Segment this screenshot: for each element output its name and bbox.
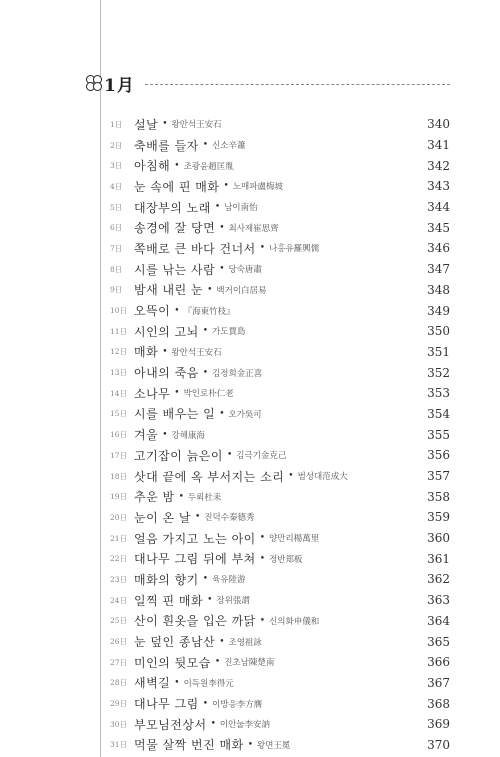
bullet-icon: • [202,326,209,337]
entry-page-number: 350 [427,324,450,339]
entry-page-number: 341 [427,138,450,153]
entry-page-number: 348 [427,282,450,297]
entry-day: 15日 [110,409,128,419]
toc-entry [100,259,450,280]
entry-author: 범성대范成大 [297,472,348,483]
entry-title: 시를 낚는 사람 [134,262,216,277]
entry-author: 조광윤趙匡胤 [183,161,234,172]
entry-title: 축배를 들자 [134,138,199,153]
entry-title: 오뜩이 [134,304,171,319]
entry-title: 대나무 그림 뒤에 부쳐 [134,552,256,567]
table-of-contents [100,114,450,755]
entry-title: 아침해 [134,159,171,174]
entry-author: 양만리楊萬里 [269,534,320,545]
entry-day: 17日 [110,450,128,460]
entry-title: 송경에 잘 당면 [134,221,216,236]
entry-title: 고기잡이 늙은이 [134,448,223,463]
entry-day: 19日 [110,492,128,502]
entry-author: 신의화申儀和 [269,616,320,627]
entry-author: 최사제崔思齊 [228,223,279,234]
entry-day: 22日 [110,554,128,564]
entry-day: 12日 [110,347,128,357]
entry-title: 매화의 향기 [134,572,199,587]
bullet-icon: • [178,491,184,502]
entry-title: 일찍 핀 매화 [134,593,204,608]
entry-day: 26日 [110,637,128,647]
entry-title: 눈이 온 날 [134,510,191,525]
entry-title: 시인의 고뇌 [134,324,199,339]
entry-page-number: 340 [427,117,450,132]
entry-page-number: 366 [427,655,450,670]
entry-title: 대나무 그림 [134,697,199,712]
entry-author: 『海東竹枝』 [183,306,235,317]
bullet-icon: • [219,408,225,419]
toc-entry [100,735,450,756]
toc-entry [100,238,450,259]
entry-day: 1日 [110,119,123,129]
entry-page-number: 352 [427,365,450,380]
entry-author: 남이南怡 [224,203,258,214]
entry-day: 21日 [110,533,128,543]
entry-day: 20日 [110,512,128,522]
entry-title: 새벽길 [134,676,171,691]
bullet-icon: • [195,512,201,523]
bullet-icon: • [259,533,266,544]
entry-author: 강해康海 [171,430,205,441]
entry-day: 28日 [110,678,128,688]
entry-title: 겨울 [134,428,159,443]
toc-entry [100,280,450,301]
entry-author: 진초남陳楚南 [224,658,275,669]
entry-title: 부모님전상서 [134,717,207,732]
entry-title: 아내의 죽음 [134,366,199,381]
entry-page-number: 360 [427,531,450,546]
entry-author: 진덕수秦德秀 [204,513,255,524]
entry-page-number: 367 [427,675,450,690]
bullet-icon: • [162,119,168,130]
entry-day: 10日 [110,306,128,316]
bullet-icon: • [202,367,209,378]
bullet-icon: • [162,429,168,440]
entry-author: 박인로朴仁老 [183,389,234,400]
toc-entry [100,300,450,321]
bullet-icon: • [219,264,225,275]
header-dashed-rule [145,84,450,85]
bullet-icon: • [202,698,209,709]
entry-day: 31日 [110,740,128,750]
entry-page-number: 364 [427,613,450,628]
entry-page-number: 343 [427,179,450,194]
entry-title: 시를 배우는 일 [134,407,216,422]
toc-entry [100,176,450,197]
toc-entry [100,631,450,652]
toc-entry [100,693,450,714]
flower-ornament-icon [86,75,102,91]
entry-day: 24日 [110,595,128,605]
toc-entry [100,673,450,694]
entry-day: 30日 [110,719,128,729]
bullet-icon: • [202,140,209,151]
bullet-icon: • [223,181,229,192]
entry-page-number: 353 [427,386,450,401]
entry-page-number: 358 [427,489,450,504]
entry-page-number: 354 [427,406,450,421]
bullet-icon: • [214,202,221,213]
entry-day: 2日 [110,140,123,150]
entry-page-number: 351 [427,344,450,359]
entry-author: 당숙唐肅 [228,265,262,276]
entry-author: 김극기金克己 [236,451,287,462]
entry-title: 눈 속에 핀 매화 [134,179,220,194]
entry-page-number: 342 [427,158,450,173]
entry-page-number: 359 [427,510,450,525]
bullet-icon: • [174,305,180,316]
toc-entry [100,466,450,487]
entry-author: 두뢰杜耒 [187,492,222,503]
entry-author: 왕안석王安石 [171,347,222,358]
toc-entry [100,652,450,673]
chapter-header [86,70,450,96]
bullet-icon: • [174,677,180,688]
toc-entry [100,321,450,342]
bullet-icon: • [210,719,216,730]
toc-entry [100,424,450,445]
entry-day: 29日 [110,699,128,709]
entry-page-number: 356 [427,448,450,463]
bullet-icon: • [214,657,221,668]
bullet-icon: • [226,450,233,461]
entry-title: 눈 덮인 종남산 [134,635,216,650]
bullet-icon: • [259,553,266,564]
entry-page-number: 368 [427,696,450,711]
entry-page-number: 344 [427,200,450,215]
entry-day: 4日 [110,181,123,191]
entry-title: 매화 [134,345,159,360]
entry-day: 7日 [110,243,123,253]
bullet-icon: • [207,284,213,295]
entry-title: 미인의 뒷모습 [134,655,211,670]
bullet-icon: • [219,636,225,647]
entry-day: 8日 [110,264,123,274]
entry-page-number: 363 [427,593,450,608]
toc-entry [100,362,450,383]
entry-title: 밤새 내린 눈 [134,283,204,298]
toc-entry [100,714,450,735]
toc-entry [100,114,450,135]
entry-author: 왕안석王安石 [171,120,222,131]
entry-title: 먹물 살짝 번진 매화 [134,738,244,753]
entry-day: 6日 [110,223,123,233]
toc-entry [100,590,450,611]
entry-author: 왕면王冕 [257,740,291,751]
bullet-icon: • [219,222,225,233]
entry-day: 11日 [110,326,128,336]
entry-title: 소나무 [134,386,171,401]
entry-day: 18日 [110,471,128,481]
toc-entry [100,217,450,238]
entry-title: 얼음 가지고 노는 아이 [134,531,256,546]
entry-day: 13日 [110,368,128,378]
bullet-icon: • [162,346,168,357]
entry-day: 9日 [110,285,123,295]
bullet-icon: • [174,160,180,171]
entry-page-number: 365 [427,634,450,649]
entry-day: 16日 [110,430,128,440]
entry-author: 정반郑板 [269,554,303,565]
entry-author: 김정희金正喜 [212,368,263,379]
entry-day: 14日 [110,388,128,398]
bullet-icon: • [174,388,180,399]
entry-day: 23日 [110,574,128,584]
month-title: 1月 [104,75,135,96]
entry-page-number: 355 [427,427,450,442]
toc-entry [100,197,450,218]
entry-page-number: 362 [427,572,450,587]
entry-day: 5日 [110,202,123,212]
toc-entry [100,155,450,176]
toc-entry [100,611,450,632]
bullet-icon: • [288,471,294,482]
entry-page-number: 357 [427,469,450,484]
toc-entry [100,445,450,466]
entry-title: 삿대 끝에 옥 부서지는 소리 [134,469,285,484]
toc-entry [100,404,450,425]
toc-entry [100,507,450,528]
entry-title: 추운 밤 [134,490,175,505]
entry-title: 대장부의 노래 [134,200,211,215]
bullet-icon: • [247,739,253,750]
bullet-icon: • [259,243,266,254]
entry-title: 쪽배로 큰 바다 건너서 [134,241,256,256]
toc-entry [100,569,450,590]
toc-entry [100,486,450,507]
entry-author: 나홍유羅興儒 [269,244,320,255]
entry-author: 장위張謂 [216,596,250,607]
entry-page-number: 349 [427,303,450,318]
bullet-icon: • [207,595,213,606]
entry-author: 육유陸游 [212,575,246,586]
entry-page-number: 369 [427,717,450,732]
entry-day: 27日 [110,657,128,667]
toc-entry [100,342,450,363]
entry-author: 이방응李方膺 [212,699,263,710]
entry-page-number: 345 [427,220,450,235]
entry-day: 25日 [110,616,128,626]
entry-author: 이안눌李安訥 [219,720,271,731]
entry-author: 노매파盧梅坡 [232,182,283,193]
entry-page-number: 361 [427,551,450,566]
entry-page-number: 347 [427,262,450,277]
entry-title: 산이 흰옷을 입은 까닭 [134,614,256,629]
entry-author: 백거이白居易 [216,285,267,296]
entry-author: 이득원李得元 [183,678,234,689]
entry-day: 3日 [110,161,123,171]
entry-author: 조영祖詠 [228,637,262,648]
toc-entry [100,135,450,156]
toc-entry [100,383,450,404]
toc-entry [100,528,450,549]
bullet-icon: • [259,615,266,626]
entry-page-number: 346 [427,241,450,256]
entry-author: 가도賈島 [212,327,246,338]
entry-author: 오가吳可 [228,409,262,420]
entry-author: 신소辛蕭 [212,141,246,152]
entry-title: 설날 [134,117,159,132]
bullet-icon: • [202,574,209,585]
toc-entry [100,548,450,569]
entry-page-number: 370 [427,737,450,752]
